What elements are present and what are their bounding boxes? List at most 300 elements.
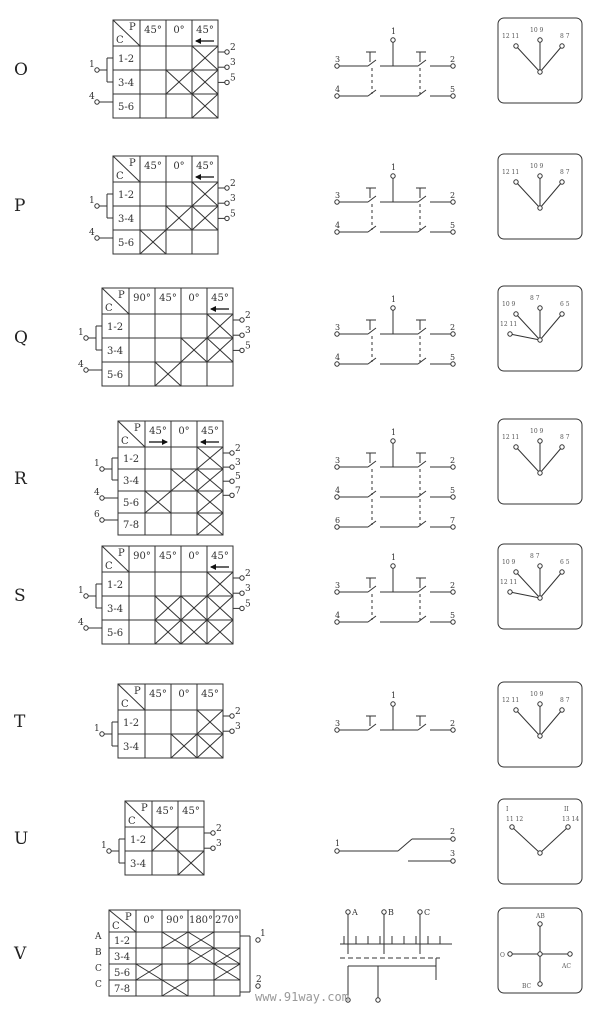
wiring-label: 4 bbox=[335, 611, 341, 620]
dial-arm bbox=[540, 46, 562, 72]
dial-arm bbox=[540, 182, 562, 208]
dial-position-dot bbox=[538, 982, 542, 986]
wiring-label: 1 bbox=[391, 553, 397, 562]
position-header: 45° bbox=[201, 689, 219, 700]
position-header: 45° bbox=[211, 293, 229, 304]
row-letter: T bbox=[14, 712, 26, 732]
dial-label: 12 11 bbox=[502, 169, 520, 176]
contact-pair-label: 5-6 bbox=[114, 968, 131, 979]
wiring-switch bbox=[418, 328, 426, 334]
dial-label: 8 7 bbox=[530, 295, 540, 302]
wiring-label: 5 bbox=[450, 221, 456, 230]
dial-label: II bbox=[564, 806, 569, 813]
dial-label: 11 12 bbox=[506, 816, 524, 823]
wiring-switch bbox=[368, 328, 376, 334]
wiring-phase-terminal bbox=[346, 910, 350, 914]
header-c-label: C bbox=[105, 561, 113, 572]
wiring-terminal-1 bbox=[391, 174, 395, 178]
terminal-1 bbox=[100, 732, 104, 736]
dial-position-dot bbox=[538, 922, 542, 926]
position-header: 45° bbox=[201, 426, 219, 437]
contact-pair-label: 7-8 bbox=[123, 520, 140, 531]
position-header: 45° bbox=[144, 25, 162, 36]
position-header: 0° bbox=[143, 915, 155, 926]
row-letter: R bbox=[14, 469, 27, 489]
dial-label: 12 11 bbox=[500, 579, 518, 586]
side-letter: B bbox=[95, 948, 102, 958]
wiring-left-terminal bbox=[335, 620, 339, 624]
header-p-label: P bbox=[118, 290, 125, 301]
wiring-label: 2 bbox=[450, 323, 456, 332]
dial-label: 8 7 bbox=[560, 169, 570, 176]
terminal-2 bbox=[230, 451, 234, 455]
wiring-right-terminal bbox=[451, 590, 455, 594]
wiring-label: 4 bbox=[335, 221, 341, 230]
position-header: 45° bbox=[144, 161, 162, 172]
header-c-label: C bbox=[116, 171, 124, 182]
wiring-switch bbox=[418, 461, 426, 467]
dial-position-dot bbox=[560, 312, 564, 316]
position-header: 45° bbox=[156, 806, 174, 817]
wiring-right-terminal bbox=[451, 465, 455, 469]
position-header: 45° bbox=[149, 426, 167, 437]
dial-label: 8 7 bbox=[560, 434, 570, 441]
terminal-label: 4 bbox=[89, 92, 95, 102]
dial-label: 12 11 bbox=[500, 321, 518, 328]
dial-arm bbox=[540, 827, 568, 853]
wiring-label: 7 bbox=[450, 516, 456, 525]
wiring-schematic bbox=[335, 553, 455, 624]
wiring-right-terminal bbox=[451, 620, 455, 624]
terminal-2 bbox=[225, 50, 229, 54]
row-t bbox=[14, 682, 582, 767]
dial-label: 6 5 bbox=[560, 559, 570, 566]
row-s bbox=[14, 544, 582, 644]
terminal-label: 3 bbox=[245, 326, 251, 337]
dial-label: 12 11 bbox=[502, 697, 520, 704]
wiring-left-terminal bbox=[335, 465, 339, 469]
terminal-2 bbox=[240, 318, 244, 322]
terminal-1 bbox=[107, 849, 111, 853]
dial-center bbox=[538, 70, 542, 74]
dial-center bbox=[538, 952, 542, 956]
wiring-out-2 bbox=[376, 998, 380, 1002]
terminal-5 bbox=[240, 606, 244, 610]
dial-label: AB bbox=[536, 913, 545, 920]
position-header: 45° bbox=[182, 806, 200, 817]
wiring-label: 5 bbox=[450, 486, 456, 495]
terminal-label: 5 bbox=[235, 472, 241, 483]
terminal-label: 5 bbox=[245, 341, 251, 352]
dial-label: 12 11 bbox=[502, 33, 520, 40]
contact-pair-label: 1-2 bbox=[114, 936, 131, 947]
wiring-label: 3 bbox=[335, 719, 341, 728]
dial-center bbox=[538, 851, 542, 855]
position-dial bbox=[498, 154, 582, 239]
header-c-label: C bbox=[112, 921, 120, 932]
watermark-text: www.91way.com bbox=[255, 990, 349, 1004]
position-header: 0° bbox=[178, 426, 190, 437]
position-header: 45° bbox=[159, 551, 177, 562]
header-c-label: C bbox=[128, 816, 136, 827]
wiring-right-terminal bbox=[451, 94, 455, 98]
terminal-3 bbox=[225, 201, 229, 205]
wiring-right-terminal bbox=[451, 495, 455, 499]
wiring-label: 4 bbox=[335, 486, 341, 495]
position-header: 90° bbox=[133, 551, 151, 562]
contact-pair-label: 1-2 bbox=[123, 718, 140, 729]
wiring-label: A bbox=[352, 908, 358, 917]
wiring-label: 4 bbox=[335, 85, 341, 94]
contact-pair-label: 1-2 bbox=[107, 322, 124, 333]
contact-pair-label: 5-6 bbox=[118, 102, 135, 113]
header-c-label: C bbox=[121, 436, 129, 447]
terminal-label: 2 bbox=[235, 444, 241, 454]
header-c-label: C bbox=[116, 35, 124, 46]
dial-label: 8 7 bbox=[530, 553, 540, 560]
position-dial bbox=[498, 682, 582, 767]
wiring-label: 1 bbox=[335, 839, 341, 848]
dial-arm bbox=[540, 447, 562, 473]
wiring-schematic bbox=[335, 163, 455, 234]
wiring-label: 1 bbox=[391, 163, 397, 172]
side-letter: A bbox=[95, 932, 102, 942]
wiring-schematic bbox=[335, 295, 455, 366]
header-p-label: P bbox=[134, 423, 141, 434]
dial-position-dot bbox=[538, 702, 542, 706]
wiring-left-terminal bbox=[335, 728, 339, 732]
dial-center bbox=[538, 596, 542, 600]
wiring-terminal-2 bbox=[451, 837, 455, 841]
terminal-label: 3 bbox=[235, 722, 241, 733]
position-arrow-head bbox=[210, 306, 216, 312]
terminal-label: 1 bbox=[78, 586, 84, 596]
wiring-switch bbox=[368, 724, 376, 730]
position-header: 90° bbox=[166, 915, 184, 926]
dial-arm bbox=[516, 447, 540, 473]
terminal-label: 1 bbox=[94, 459, 100, 469]
position-dial bbox=[498, 419, 582, 504]
dial-label: BC bbox=[522, 983, 532, 990]
diagram-rows bbox=[13, 18, 582, 1002]
wiring-label: 1 bbox=[391, 27, 397, 36]
dial-label: I bbox=[506, 806, 509, 813]
wiring-right-terminal bbox=[451, 332, 455, 336]
terminal-label: 1 bbox=[89, 60, 95, 70]
contact-pair-label: 3-4 bbox=[123, 742, 140, 753]
wiring-schematic bbox=[335, 27, 455, 98]
dial-arm bbox=[516, 46, 540, 72]
wiring-switch bbox=[418, 616, 426, 622]
position-dial bbox=[498, 799, 582, 884]
terminal-2 bbox=[240, 576, 244, 580]
terminal-label: 3 bbox=[245, 584, 251, 595]
terminal-1 bbox=[84, 336, 88, 340]
row-letter: U bbox=[14, 829, 29, 849]
terminal-label: 2 bbox=[230, 179, 236, 189]
header-p-label: P bbox=[125, 912, 132, 923]
wiring-right-terminal bbox=[451, 362, 455, 366]
wiring-label: 2 bbox=[450, 719, 456, 728]
terminal-3 bbox=[225, 65, 229, 69]
wiring-schematic bbox=[335, 827, 455, 863]
dial-label: 8 7 bbox=[560, 33, 570, 40]
wiring-right-terminal bbox=[451, 200, 455, 204]
dial-label: 10 9 bbox=[502, 559, 516, 566]
wiring-label: C bbox=[424, 908, 431, 917]
dial-center bbox=[538, 206, 542, 210]
terminal-1 bbox=[84, 594, 88, 598]
wiring-label: 5 bbox=[450, 611, 456, 620]
dial-position-dot bbox=[538, 306, 542, 310]
terminal-label: 7 bbox=[235, 486, 241, 497]
wiring-label: 2 bbox=[450, 191, 456, 200]
header-p-label: P bbox=[134, 686, 141, 697]
terminal-1 bbox=[95, 68, 99, 72]
contact-pair-label: 1-2 bbox=[118, 190, 135, 201]
dial-position-dot bbox=[538, 564, 542, 568]
side-letter: C bbox=[95, 964, 102, 974]
wiring-switch bbox=[418, 90, 426, 96]
dial-arm bbox=[540, 710, 562, 736]
terminal-label: 3 bbox=[216, 839, 222, 850]
wiring-phase-terminal bbox=[382, 910, 386, 914]
contact-pair-label: 3-4 bbox=[130, 859, 147, 870]
terminal-3 bbox=[230, 465, 234, 469]
wiring-switch bbox=[418, 724, 426, 730]
terminal-label: 2 bbox=[216, 824, 222, 834]
dial-position-dot bbox=[514, 445, 518, 449]
row-u bbox=[14, 799, 582, 884]
dial-arm bbox=[540, 314, 562, 340]
wiring-label: 2 bbox=[450, 581, 456, 590]
position-arrow-right-head bbox=[162, 439, 168, 445]
wiring-terminal-1 bbox=[391, 702, 395, 706]
wiring-switch bbox=[398, 839, 412, 851]
contact-pair-label: 5-6 bbox=[118, 238, 135, 249]
dial-position-dot bbox=[508, 952, 512, 956]
side-letter: C bbox=[95, 980, 102, 990]
contact-pair-label: 5-6 bbox=[107, 370, 124, 381]
dial-center bbox=[538, 338, 542, 342]
contact-pair-label: 1-2 bbox=[107, 580, 124, 591]
wiring-left-terminal bbox=[335, 525, 339, 529]
dial-position-dot bbox=[514, 312, 518, 316]
row-q bbox=[14, 286, 582, 386]
position-header: 180° bbox=[188, 915, 214, 926]
position-header: 45° bbox=[196, 25, 214, 36]
terminal-label: 3 bbox=[230, 194, 236, 205]
contact-pair-label: 3-4 bbox=[123, 476, 140, 487]
position-arrow-left-head bbox=[200, 439, 206, 445]
wiring-left-terminal bbox=[335, 94, 339, 98]
terminal-label: 3 bbox=[230, 58, 236, 69]
wiring-left-terminal bbox=[335, 332, 339, 336]
terminal-label: 4 bbox=[78, 360, 84, 370]
wiring-label: 1 bbox=[391, 691, 397, 700]
wiring-terminal-1 bbox=[391, 564, 395, 568]
row-r bbox=[14, 419, 582, 535]
dial-position-dot bbox=[560, 180, 564, 184]
terminal-label: 2 bbox=[256, 975, 262, 985]
header-c-label: C bbox=[105, 303, 113, 314]
terminal-4 bbox=[95, 236, 99, 240]
dial-position-dot bbox=[538, 174, 542, 178]
contact-pair-label: 5-6 bbox=[107, 628, 124, 639]
contact-pair-label: 7-8 bbox=[114, 984, 131, 995]
wiring-switch bbox=[418, 60, 426, 66]
position-header: 45° bbox=[211, 551, 229, 562]
contact-pair-label: 5-6 bbox=[123, 498, 140, 509]
dial-arm bbox=[516, 710, 540, 736]
wiring-right-terminal bbox=[451, 525, 455, 529]
dial-position-dot bbox=[514, 708, 518, 712]
terminal-label: 4 bbox=[89, 228, 95, 238]
dial-label: 10 9 bbox=[530, 163, 544, 170]
dial-label: 13 14 bbox=[562, 816, 580, 823]
header-p-label: P bbox=[129, 158, 136, 169]
terminal-label: 5 bbox=[245, 599, 251, 610]
wiring-label: B bbox=[388, 908, 394, 917]
header-c-label: C bbox=[121, 699, 129, 710]
dial-label: 10 9 bbox=[530, 428, 544, 435]
position-header: 0° bbox=[178, 689, 190, 700]
terminal-label: 4 bbox=[94, 488, 100, 498]
dial-label: 10 9 bbox=[530, 691, 544, 698]
contact-pair-label: 3-4 bbox=[118, 78, 135, 89]
contact-pair-label: 1-2 bbox=[130, 835, 147, 846]
wiring-terminal-1 bbox=[391, 38, 395, 42]
wiring-label: 1 bbox=[391, 295, 397, 304]
dial-position-dot bbox=[560, 708, 564, 712]
terminal-4 bbox=[100, 496, 104, 500]
terminal-label: 1 bbox=[101, 841, 107, 851]
row-letter: Q bbox=[14, 328, 28, 348]
row-letter: V bbox=[14, 944, 27, 964]
position-dial bbox=[498, 286, 582, 371]
position-header: 0° bbox=[173, 161, 185, 172]
wiring-label: 3 bbox=[335, 191, 341, 200]
wiring-label: 3 bbox=[335, 581, 341, 590]
dial-arm bbox=[540, 572, 562, 598]
wiring-phase-terminal bbox=[418, 910, 422, 914]
terminal-4 bbox=[84, 368, 88, 372]
wiring-schematic bbox=[340, 908, 452, 1002]
terminal-label: 1 bbox=[78, 328, 84, 338]
dial-center bbox=[538, 471, 542, 475]
contact-pair-label: 3-4 bbox=[107, 604, 124, 615]
position-header: 45° bbox=[159, 293, 177, 304]
terminal-5 bbox=[225, 216, 229, 220]
terminal-2 bbox=[230, 714, 234, 718]
wiring-switch bbox=[418, 358, 426, 364]
contact-pair-label: 1-2 bbox=[118, 54, 135, 65]
terminal-1 bbox=[95, 204, 99, 208]
terminal-5 bbox=[225, 80, 229, 84]
wiring-switch bbox=[418, 521, 426, 527]
wiring-label: 4 bbox=[335, 353, 341, 362]
wiring-left-terminal bbox=[335, 230, 339, 234]
contact-pair-label: 1-2 bbox=[123, 454, 140, 465]
dial-arm bbox=[516, 182, 540, 208]
terminal-3 bbox=[230, 729, 234, 733]
terminal-2 bbox=[225, 186, 229, 190]
dial-position-dot bbox=[560, 44, 564, 48]
position-header: 90° bbox=[133, 293, 151, 304]
wiring-terminal-3 bbox=[451, 859, 455, 863]
position-header: 270° bbox=[214, 915, 240, 926]
position-dial bbox=[498, 908, 582, 993]
wiring-switch bbox=[368, 461, 376, 467]
row-p bbox=[14, 154, 582, 254]
dial-position-dot bbox=[560, 445, 564, 449]
row-letter: S bbox=[14, 586, 26, 606]
terminal-2 bbox=[211, 831, 215, 835]
terminal-label: 2 bbox=[230, 43, 236, 53]
wiring-label: 3 bbox=[335, 55, 341, 64]
terminal-7 bbox=[230, 493, 234, 497]
dial-position-dot bbox=[508, 332, 512, 336]
wiring-right-terminal bbox=[451, 728, 455, 732]
wiring-terminal-1 bbox=[335, 849, 339, 853]
wiring-label: 1 bbox=[391, 428, 397, 437]
terminal-label: 5 bbox=[230, 209, 236, 220]
wiring-label: 3 bbox=[335, 323, 341, 332]
wiring-right-terminal bbox=[451, 230, 455, 234]
wiring-schematic bbox=[335, 428, 455, 529]
row-v bbox=[13, 908, 582, 1002]
terminal-label: 1 bbox=[94, 724, 100, 734]
dial-position-dot bbox=[510, 825, 514, 829]
position-header: 0° bbox=[188, 293, 200, 304]
terminal-4 bbox=[84, 626, 88, 630]
dial-position-dot bbox=[508, 590, 512, 594]
terminal-label: 2 bbox=[245, 311, 251, 321]
header-p-label: P bbox=[141, 803, 148, 814]
terminal-6 bbox=[100, 518, 104, 522]
row-letter: P bbox=[14, 196, 26, 216]
position-header: 0° bbox=[188, 551, 200, 562]
wiring-switch bbox=[418, 226, 426, 232]
wiring-switch bbox=[368, 196, 376, 202]
contact-pair-label: 3-4 bbox=[114, 952, 131, 963]
contact-pair-label: 3-4 bbox=[107, 346, 124, 357]
dial-label: AC bbox=[562, 963, 571, 970]
terminal-label: 5 bbox=[230, 73, 236, 84]
wiring-switch bbox=[418, 586, 426, 592]
dial-label: 8 7 bbox=[560, 697, 570, 704]
wiring-left-terminal bbox=[335, 362, 339, 366]
wiring-label: 2 bbox=[450, 827, 456, 836]
dial-position-dot bbox=[514, 44, 518, 48]
dial-position-dot bbox=[566, 825, 570, 829]
position-dial bbox=[498, 544, 582, 629]
dial-center bbox=[538, 734, 542, 738]
header-p-label: P bbox=[129, 22, 136, 33]
wiring-terminal-1 bbox=[391, 306, 395, 310]
wiring-left-terminal bbox=[335, 590, 339, 594]
terminal-5 bbox=[230, 479, 234, 483]
terminal-3 bbox=[240, 591, 244, 595]
wiring-left-terminal bbox=[335, 495, 339, 499]
row-o bbox=[14, 18, 582, 118]
wiring-switch bbox=[418, 491, 426, 497]
position-header: 45° bbox=[196, 161, 214, 172]
dial-arm bbox=[512, 827, 540, 853]
contact-pair-label: 3-4 bbox=[118, 214, 135, 225]
position-dial bbox=[498, 18, 582, 103]
wiring-right-terminal bbox=[451, 64, 455, 68]
